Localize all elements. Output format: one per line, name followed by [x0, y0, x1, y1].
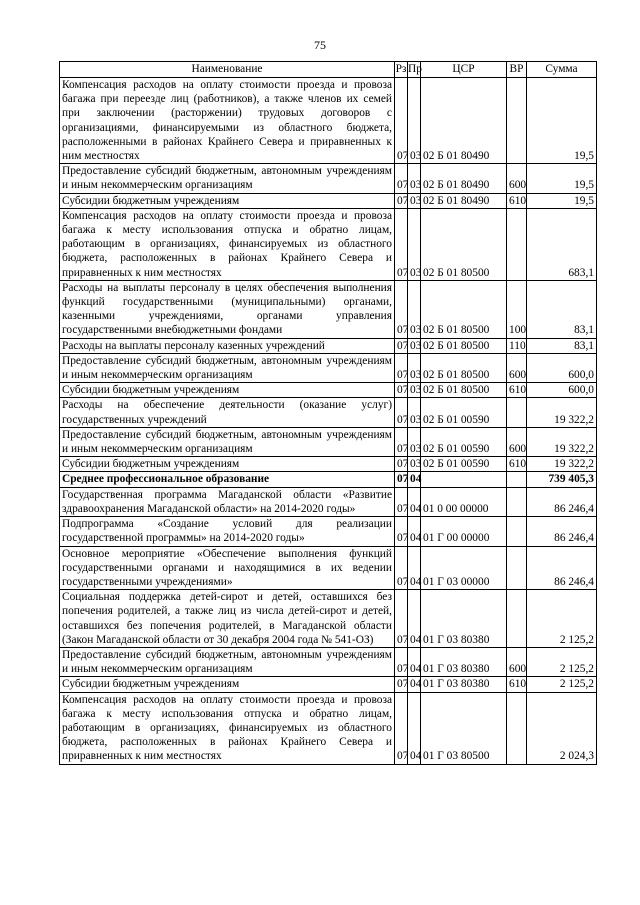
- cell-name: Социальная поддержка детей-сирот и детей, оставшихся без попечения родителей, а также лиц из числа детей-сирот и детей, оставшихся без попечения родителей, в Магаданской области (Закон Магаданской области от 30 декабря 2004 года № 541-ОЗ): [60, 590, 395, 648]
- cell-rz: 07: [395, 164, 408, 193]
- cell-pr: 04: [408, 472, 421, 487]
- cell-name: Подпрограмма «Создание условий для реализации государственной программы» на 2014-2020 годы»: [60, 517, 395, 546]
- cell-csr: 02 Б 01 80500: [421, 338, 507, 353]
- table-row: [60, 517, 597, 546]
- cell-name: Компенсация расходов на оплату стоимости проезда и провоза багажа к месту использования отпуска и обратно лицам, работающим в организациях, финансируемых из областного бюджета, расположенных в районах Крайнего Севера и приравненных к ним местностях: [60, 692, 395, 764]
- cell-rz: 07: [395, 427, 408, 456]
- cell-vr: [507, 208, 527, 280]
- cell-vr: [507, 78, 527, 164]
- cell-csr: 02 Б 01 80490: [421, 164, 507, 193]
- cell-vr: 600: [507, 427, 527, 456]
- header-sum: Сумма: [527, 62, 597, 78]
- cell-vr: 100: [507, 280, 527, 338]
- cell-csr: 01 Г 03 80500: [421, 692, 507, 764]
- cell-csr: 02 Б 01 80490: [421, 193, 507, 208]
- cell-csr: 01 Г 00 00000: [421, 517, 507, 546]
- cell-pr: 03: [408, 208, 421, 280]
- cell-csr: 02 Б 01 80500: [421, 353, 507, 382]
- table-header-row: [60, 62, 597, 78]
- cell-sum: 19 322,2: [527, 427, 597, 456]
- cell-name: Субсидии бюджетным учреждениям: [60, 457, 395, 472]
- cell-name: Предоставление субсидий бюджетным, автономным учреждениям и иным некоммерческим организациям: [60, 164, 395, 193]
- cell-csr: [421, 472, 507, 487]
- table-row: [60, 208, 597, 280]
- cell-vr: [507, 692, 527, 764]
- cell-csr: 02 Б 01 00590: [421, 457, 507, 472]
- cell-rz: 07: [395, 353, 408, 382]
- table-row: [60, 692, 597, 764]
- cell-rz: 07: [395, 487, 408, 516]
- table-row: [60, 677, 597, 692]
- cell-sum: 83,1: [527, 338, 597, 353]
- table-row: [60, 280, 597, 338]
- cell-sum: 2 125,2: [527, 590, 597, 648]
- cell-name: Основное мероприятие «Обеспечение выполнения функций государственными органами и находящимися в их ведении государственными учреждениями»: [60, 546, 395, 590]
- cell-vr: [507, 398, 527, 427]
- cell-rz: 07: [395, 517, 408, 546]
- cell-vr: 610: [507, 677, 527, 692]
- cell-pr: 03: [408, 353, 421, 382]
- cell-name: Предоставление субсидий бюджетным, автономным учреждениям и иным некоммерческим организациям: [60, 647, 395, 676]
- cell-csr: 02 Б 01 80500: [421, 208, 507, 280]
- cell-pr: 04: [408, 590, 421, 648]
- cell-csr: 02 Б 01 00590: [421, 398, 507, 427]
- header-csr: ЦСР: [421, 62, 507, 78]
- cell-name: Компенсация расходов на оплату стоимости проезда и провоза багажа к месту использования отпуска и обратно лицам, работающим в организациях, финансируемых из областного бюджета, расположенных в районах Крайнего Севера и приравненных к ним местностях: [60, 208, 395, 280]
- table-row: [60, 338, 597, 353]
- cell-sum: 19,5: [527, 78, 597, 164]
- cell-sum: 19,5: [527, 164, 597, 193]
- cell-csr: 01 0 00 00000: [421, 487, 507, 516]
- cell-pr: 03: [408, 193, 421, 208]
- cell-csr: 02 Б 01 00590: [421, 427, 507, 456]
- cell-rz: 07: [395, 472, 408, 487]
- cell-sum: 86 246,4: [527, 517, 597, 546]
- cell-rz: 07: [395, 677, 408, 692]
- cell-rz: 07: [395, 590, 408, 648]
- cell-sum: 600,0: [527, 353, 597, 382]
- table-row: [60, 546, 597, 590]
- cell-sum: 86 246,4: [527, 546, 597, 590]
- cell-csr: 02 Б 01 80490: [421, 78, 507, 164]
- cell-vr: 610: [507, 457, 527, 472]
- cell-vr: 610: [507, 383, 527, 398]
- cell-vr: 600: [507, 353, 527, 382]
- table-row: [60, 472, 597, 487]
- cell-vr: [507, 472, 527, 487]
- cell-pr: 04: [408, 647, 421, 676]
- cell-sum: 2 024,3: [527, 692, 597, 764]
- cell-pr: 03: [408, 398, 421, 427]
- cell-pr: 04: [408, 692, 421, 764]
- cell-rz: 07: [395, 647, 408, 676]
- cell-rz: 07: [395, 208, 408, 280]
- cell-csr: 01 Г 03 80380: [421, 590, 507, 648]
- cell-vr: [507, 546, 527, 590]
- cell-vr: 600: [507, 647, 527, 676]
- cell-name: Субсидии бюджетным учреждениям: [60, 193, 395, 208]
- table-row: [60, 427, 597, 456]
- cell-rz: 07: [395, 692, 408, 764]
- table-row: [60, 487, 597, 516]
- header-vr: ВР: [507, 62, 527, 78]
- table-row: [60, 78, 597, 164]
- cell-name: Компенсация расходов на оплату стоимости проезда и провоза багажа при переезде лиц (работников), а также членов их семей при заключении (расторжении) трудовых договоров с организациями, финансируемыми из областного бюджета, расположенными в районах Крайнего Севера и приравненных к ним местностях: [60, 78, 395, 164]
- cell-name: Расходы на выплаты персоналу в целях обеспечения выполнения функций государственными (муниципальными) органами, казенными учреждениями, органами управления государственными внебюджетными фондами: [60, 280, 395, 338]
- cell-sum: 86 246,4: [527, 487, 597, 516]
- table-row: [60, 193, 597, 208]
- table-body: [60, 78, 597, 765]
- cell-name: Государственная программа Магаданской области «Развитие здравоохранения Магаданской области» на 2014-2020 годы»: [60, 487, 395, 516]
- cell-csr: 02 Б 01 80500: [421, 383, 507, 398]
- cell-sum: 2 125,2: [527, 677, 597, 692]
- table-row: [60, 164, 597, 193]
- cell-pr: 03: [408, 457, 421, 472]
- cell-vr: [507, 517, 527, 546]
- budget-table: [59, 61, 597, 765]
- cell-pr: 04: [408, 517, 421, 546]
- cell-rz: 07: [395, 383, 408, 398]
- cell-rz: 07: [395, 193, 408, 208]
- header-pr: Пр: [408, 62, 421, 78]
- cell-sum: 2 125,2: [527, 647, 597, 676]
- cell-sum: 683,1: [527, 208, 597, 280]
- cell-csr: 01 Г 03 80380: [421, 647, 507, 676]
- cell-vr: [507, 590, 527, 648]
- cell-sum: 83,1: [527, 280, 597, 338]
- cell-name: Субсидии бюджетным учреждениям: [60, 383, 395, 398]
- table-row: [60, 398, 597, 427]
- cell-rz: 07: [395, 457, 408, 472]
- cell-sum: 19 322,2: [527, 457, 597, 472]
- cell-vr: [507, 487, 527, 516]
- cell-pr: 04: [408, 677, 421, 692]
- cell-rz: 07: [395, 338, 408, 353]
- table-row: [60, 457, 597, 472]
- cell-rz: 07: [395, 78, 408, 164]
- table-row: [60, 383, 597, 398]
- cell-name: Расходы на обеспечение деятельности (оказание услуг) государственных учреждений: [60, 398, 395, 427]
- cell-rz: 07: [395, 280, 408, 338]
- cell-csr: 01 Г 03 80380: [421, 677, 507, 692]
- cell-pr: 03: [408, 280, 421, 338]
- cell-vr: 600: [507, 164, 527, 193]
- cell-pr: 04: [408, 487, 421, 516]
- cell-pr: 04: [408, 546, 421, 590]
- cell-name: Субсидии бюджетным учреждениям: [60, 677, 395, 692]
- cell-name: Расходы на выплаты персоналу казенных учреждений: [60, 338, 395, 353]
- cell-vr: 610: [507, 193, 527, 208]
- page-number: 75: [314, 38, 326, 52]
- cell-pr: 03: [408, 78, 421, 164]
- cell-pr: 03: [408, 338, 421, 353]
- cell-pr: 03: [408, 383, 421, 398]
- cell-sum: 19,5: [527, 193, 597, 208]
- cell-csr: 01 Г 03 00000: [421, 546, 507, 590]
- cell-sum: 739 405,3: [527, 472, 597, 487]
- cell-rz: 07: [395, 546, 408, 590]
- cell-rz: 07: [395, 398, 408, 427]
- cell-csr: 02 Б 01 80500: [421, 280, 507, 338]
- cell-sum: 600,0: [527, 383, 597, 398]
- cell-name: Предоставление субсидий бюджетным, автономным учреждениям и иным некоммерческим организациям: [60, 353, 395, 382]
- cell-pr: 03: [408, 427, 421, 456]
- table-row: [60, 647, 597, 676]
- cell-name: Среднее профессиональное образование: [60, 472, 395, 487]
- cell-vr: 110: [507, 338, 527, 353]
- table-row: [60, 590, 597, 648]
- cell-name: Предоставление субсидий бюджетным, автономным учреждениям и иным некоммерческим организациям: [60, 427, 395, 456]
- header-rz: Рз: [395, 62, 408, 78]
- header-name: Наименование: [60, 62, 395, 78]
- cell-sum: 19 322,2: [527, 398, 597, 427]
- table-row: [60, 353, 597, 382]
- cell-pr: 03: [408, 164, 421, 193]
